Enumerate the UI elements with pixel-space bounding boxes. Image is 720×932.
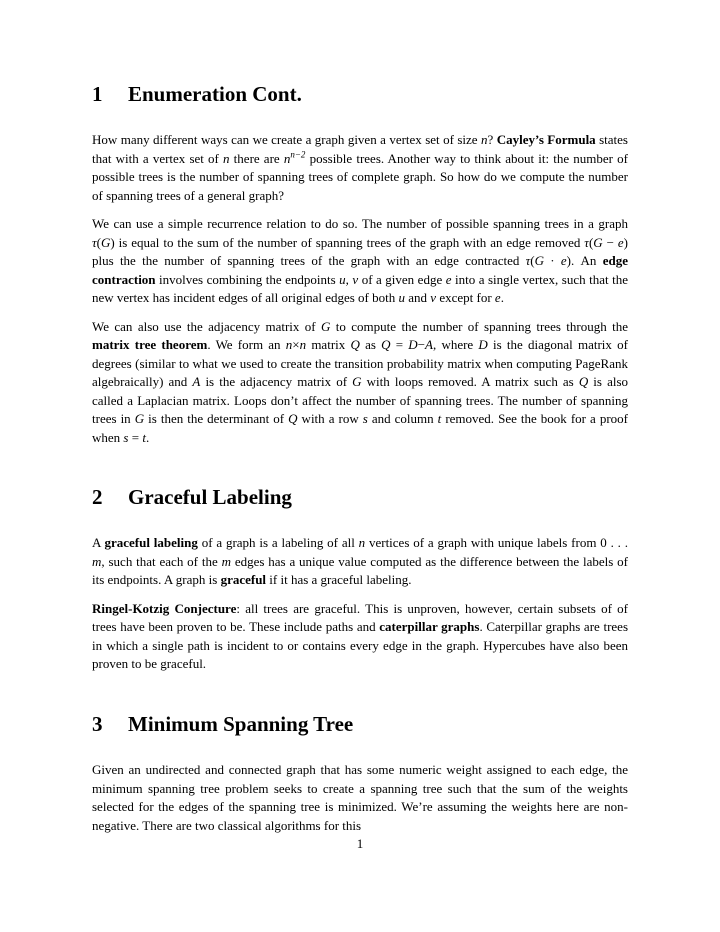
math-symbol: u, v bbox=[339, 271, 359, 287]
section-number: 1 bbox=[92, 82, 103, 106]
text-run: ( bbox=[96, 234, 101, 250]
paragraph bbox=[92, 761, 628, 835]
math-symbol: e bbox=[494, 290, 501, 306]
page-number: 1 bbox=[356, 836, 364, 851]
math-symbol: Q bbox=[381, 337, 391, 353]
math-symbol: e bbox=[560, 253, 567, 269]
math-symbol: n bbox=[283, 150, 291, 166]
text-run: into a single vertex, such that the new vertex has incident edges of all original edges of both bbox=[92, 271, 628, 306]
text-run: is then the determinant of bbox=[144, 411, 289, 427]
bold-term: graceful labeling bbox=[104, 535, 198, 551]
bold-term: matrix tree theorem bbox=[92, 337, 208, 353]
bold-term: edge contraction bbox=[92, 253, 628, 287]
section-heading bbox=[92, 712, 628, 737]
math-symbol: G bbox=[321, 318, 331, 334]
math-symbol: Q bbox=[288, 411, 298, 427]
math-symbol: G bbox=[534, 253, 545, 269]
math-symbol: t bbox=[437, 411, 442, 427]
paragraph bbox=[92, 600, 628, 674]
math-symbol: Q bbox=[350, 337, 360, 353]
text-run: × bbox=[292, 337, 300, 353]
text-run: ) bbox=[623, 234, 628, 250]
text-run: Given an undirected and connected graph that has some numeric weight assigned to each edge, the minimum spanning tree problem seeks to create a spanning tree such that the sum of the weights selected for the edges of the spanning tree is minimized. We’re assuming the weights here are non-negative. There are two classical algorithms for this bbox=[92, 762, 628, 833]
math-symbol: Q bbox=[578, 374, 589, 390]
text-run: vertices of a graph with unique labels from bbox=[365, 535, 601, 551]
section-heading bbox=[92, 82, 628, 107]
text-run: ) bbox=[110, 234, 115, 250]
text-run: We can use a simple recurrence relation to do so. The number of possible spanning trees in a graph bbox=[92, 216, 628, 232]
math-symbol: v bbox=[430, 290, 437, 306]
paragraph bbox=[92, 215, 628, 308]
math-symbol: A bbox=[192, 374, 201, 390]
section-title: Graceful Labeling bbox=[128, 485, 292, 510]
math-symbol: τ bbox=[584, 234, 589, 250]
text-run: . We form an bbox=[207, 337, 286, 353]
text-run: How many different ways can we create a graph given a vertex set of size bbox=[92, 132, 481, 148]
text-run: of a graph is a labeling of all bbox=[197, 535, 359, 551]
math-symbol: D bbox=[478, 337, 488, 353]
math-symbol: G bbox=[101, 234, 111, 250]
math-symbol: n bbox=[299, 337, 307, 353]
text-run: with a row bbox=[297, 411, 363, 427]
text-run: and bbox=[405, 290, 431, 306]
text-run: − bbox=[602, 234, 618, 250]
text-run: ? bbox=[487, 132, 497, 148]
section-number: 2 bbox=[92, 485, 103, 510]
math-symbol: n−2 bbox=[290, 149, 306, 160]
math-symbol: G bbox=[134, 411, 145, 427]
text-run: A bbox=[92, 535, 105, 551]
math-symbol: u bbox=[398, 290, 405, 306]
text-run: of a given edge bbox=[358, 271, 446, 287]
text-run: , where bbox=[432, 337, 479, 353]
math-symbol: m bbox=[221, 553, 231, 569]
text-run: plus the the number of spanning trees of the graph with an edge contracted bbox=[92, 253, 526, 269]
text-run: ( bbox=[530, 253, 535, 269]
text-run: is also called a Laplacian matrix. Loops don’t affect the number of spanning trees. The number of spanning trees in bbox=[92, 374, 629, 427]
text-run: . An bbox=[571, 253, 603, 269]
math-symbol: τ bbox=[525, 253, 531, 269]
paragraph bbox=[92, 131, 628, 205]
math-symbol: e bbox=[617, 234, 624, 250]
text-run: if it has a graceful labeling. bbox=[266, 572, 412, 588]
text-run: · bbox=[544, 253, 561, 269]
text-run: removed. See the book for a proof when bbox=[92, 411, 628, 445]
text-run: edges has a unique value computed as the difference between the labels of its endpoints. A graph is bbox=[92, 553, 628, 588]
text-run: states that with a vertex set of bbox=[92, 132, 628, 166]
math-symbol: n bbox=[358, 535, 366, 551]
bold-term: Cayley’s Formula bbox=[496, 132, 596, 148]
math-symbol: G bbox=[593, 234, 603, 250]
text-run: − bbox=[417, 337, 426, 353]
math-symbol: t bbox=[142, 429, 146, 445]
section-2 bbox=[92, 485, 628, 674]
section-title: Enumeration Cont. bbox=[128, 82, 302, 106]
paragraph bbox=[92, 318, 628, 448]
math-symbol: τ bbox=[92, 234, 97, 250]
text-run: matrix bbox=[306, 337, 351, 353]
text-run: 0 . . . bbox=[600, 535, 629, 551]
bold-term: graceful bbox=[220, 572, 267, 588]
text-run: to compute the number of spanning trees through the bbox=[330, 318, 628, 334]
text-run: . bbox=[145, 429, 150, 445]
math-symbol: G bbox=[352, 374, 362, 390]
math-symbol: s bbox=[362, 411, 368, 427]
text-run: with loops removed. A matrix such as bbox=[361, 374, 579, 390]
text-run: We can also use the adjacency matrix of bbox=[92, 318, 322, 334]
math-symbol: n bbox=[481, 132, 488, 148]
text-run: = bbox=[390, 337, 409, 353]
section-number: 3 bbox=[92, 711, 103, 736]
math-symbol: n bbox=[285, 337, 293, 353]
text-run: and column bbox=[367, 411, 438, 427]
bold-term: caterpillar graphs bbox=[379, 619, 480, 635]
text-run: possible trees. Another way to think about it: the number of possible trees is the number of spanning trees of complete graph. So how do we compute the number of spanning trees of a general graph? bbox=[92, 150, 628, 203]
document-body bbox=[92, 82, 628, 845]
text-run: ( bbox=[588, 234, 594, 250]
paragraph bbox=[92, 534, 628, 590]
text-run: is the diagonal matrix of degrees (similar to what we used to create the transition probability matrix when computing PageRank algebraically) and bbox=[92, 337, 628, 390]
text-run: = bbox=[128, 429, 143, 445]
section-3 bbox=[92, 712, 628, 835]
text-run: is equal to the sum of the number of spanning trees of the graph with an edge removed bbox=[114, 234, 585, 250]
math-symbol: n bbox=[223, 150, 230, 166]
text-run: . bbox=[500, 290, 504, 306]
text-run: , such that each of the bbox=[101, 553, 222, 569]
text-run: there are bbox=[229, 150, 284, 166]
section-1 bbox=[92, 82, 628, 447]
text-run: as bbox=[359, 337, 382, 353]
math-symbol: D bbox=[408, 337, 418, 353]
math-symbol: m bbox=[92, 553, 102, 569]
section-title: Minimum Spanning Tree bbox=[128, 711, 354, 736]
math-symbol: e bbox=[445, 271, 452, 287]
text-run: ) bbox=[566, 253, 572, 269]
text-run: is the adjacency matrix of bbox=[200, 374, 353, 390]
math-symbol: A bbox=[425, 337, 433, 353]
text-run: involves combining the endpoints bbox=[155, 271, 340, 287]
text-run: . Caterpillar graphs are trees in which a single path is incident to or contains every edge in the graph. Hypercubes have also been proven to be graceful. bbox=[92, 619, 629, 672]
math-symbol: s bbox=[123, 429, 129, 445]
text-run: : all trees are graceful. This is unproven, however, certain subsets of of trees have been proven to be. These include paths and bbox=[92, 600, 628, 635]
text-run: except for bbox=[436, 290, 495, 306]
bold-term: Ringel-Kotzig Conjecture bbox=[92, 600, 237, 616]
section-heading bbox=[92, 485, 628, 510]
